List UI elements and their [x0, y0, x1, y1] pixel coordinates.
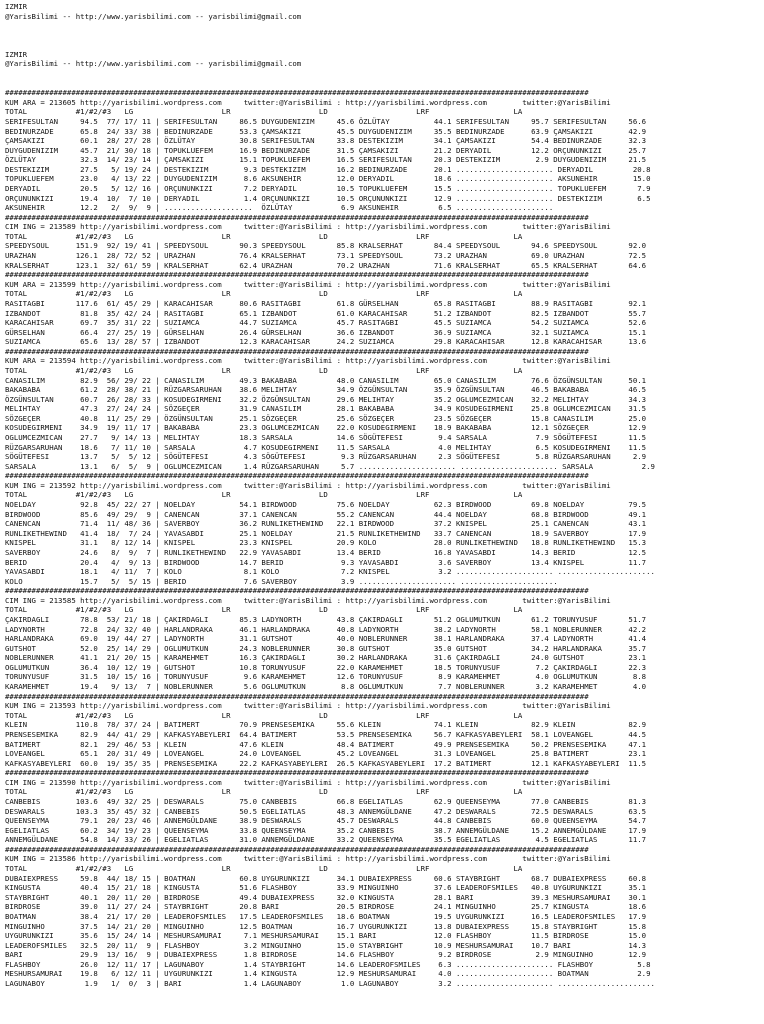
report-line: IZMIR	[5, 49, 28, 59]
report-line: KARACAHISAR 69.7 35/ 31/ 22 | SUZIAMCA 44.7 SUZIAMCA 45.7 RASITAGBI 45.5 SUZIAMCA 54.2 SUZIAMCA 52.6	[5, 318, 647, 328]
report-line: BERID 20.4 4/ 9/ 13 | BIRDWOOD 14.7 BERID 9.3 YAVASABDI 3.6 SAVERBOY 13.4 KNISPEL 11.7	[5, 557, 647, 567]
report-line: ÇAKIRDAGLI 78.8 53/ 21/ 18 | ÇAKIRDAGLI 85.3 LADYNORTH 43.8 ÇAKIRDAGLI 51.2 OGLUMUTKUN 61.2 TORUNYUSUF 51.7	[5, 615, 647, 624]
report-line: RASITAGBI 117.6 61/ 45/ 29 | KARACAHISAR 80.6 RASITAGBI 61.8 GÜRSELHAN 65.8 RASITAGBI 88.9 RASITAGBI 92.1	[5, 298, 647, 308]
report-line: PRENSESEMIKA 82.9 44/ 41/ 29 | KAFKASYABEYLERI 64.4 BATIMERT 53.5 PRENSESEMIKA 56.7 KAFKASYABEYLERI 58.1 LOVEANGEL 44.5	[5, 729, 647, 739]
report-line: ####################################################################################################################################	[5, 586, 589, 596]
report-line: SUZIAMCA 65.6 13/ 28/ 57 | IZBANDOT 12.3 KARACAHISAR 24.2 SUZIAMCA 29.8 KARACAHISAR 12.8 KARACAHISAR 13.6	[5, 337, 647, 347]
report-line	[5, 69, 655, 79]
report-line: ####################################################################################################################################	[5, 270, 589, 280]
report-line	[5, 40, 655, 50]
report-line: UYGURUNKIZI 35.6 15/ 24/ 14 | MESHURSAMURAI 7.1 MESHURSAMURAI 15.1 BARI 12.0 FLASHBOY 11.5 BIRDROSE 15.0	[5, 931, 647, 941]
report-line: TOTAL #1/#2/#3 LG LR LD LRF LA	[5, 107, 523, 117]
report-line: KOSUDEGIRMENI 34.9 19/ 11/ 17 | BAKABABA 23.3 OGLUMCEZMICAN 22.0 KOSUDEGIRMENI 18.9 BAKABABA 12.1 SÖZGEÇER 12.9	[5, 423, 647, 433]
report-line: MELIHTAY 47.3 27/ 24/ 24 | SÖZGEÇER 31.9 CANASILIM 28.1 BAKABABA 34.9 KOSUDEGIRMENI 25.8 OGLUMCEZMICAN 31.5	[5, 404, 647, 414]
report-line: QUEENSEYMA 79.1 20/ 23/ 46 | ANNEMGÜLDANE 38.9 DESWARALS 45.7 DESWARALS 44.8 CANBEBIS 60.0 QUEENSEYMA 54.7	[5, 816, 647, 826]
report-line: DERYADIL 20.5 5/ 12/ 16 | ORÇUNUNKIZI 7.2 DERYADIL 10.5 TOPUKLUEFEM 15.5 ...................... TOPUKLUEFEM 7.9	[5, 183, 651, 193]
report-line: SAVERBOY 24.6 8/ 9/ 7 | RUNLIKETHEWIND 22.9 YAVASABDI 13.4 BERID 16.8 YAVASABDI 14.3 BERID 12.5	[5, 547, 647, 557]
report-line: CIM ING = 213589 http://yarisbilimi.wordpress.com twitter:@YarisBilimi : http://yarisbilimi.wordpress.com twitter:@YarisBilimi	[5, 222, 611, 232]
report-line: ####################################################################################################################################	[5, 768, 589, 778]
report-line: CANENCAN 71.4 11/ 48/ 36 | SAVERBOY 36.2 RUNLIKETHEWIND 22.1 BIRDWOOD 37.2 KNISPEL 25.1 CANENCAN 43.1	[5, 519, 647, 529]
report-line: HARLANDRAKA 69.0 19/ 44/ 27 | LADYNORTH 31.1 GUTSHOT 40.0 NOBLERUNNER 38.1 HARLANDRAKA 37.4 LADYNORTH 41.4	[5, 634, 647, 644]
report-line: TOTAL #1/#2/#3 LG LR LD LRF LA	[5, 365, 523, 375]
report-line: KUM ARA = 213599 http://yarisbilimi.wordpress.com twitter:@YarisBilimi : http://yarisbilimi.wordpress.com twitter:@YarisBilimi	[5, 279, 611, 289]
report-line: BAKABABA 61.2 28/ 38/ 21 | RÜZGARSARUHAN 38.6 MELIHTAY 34.9 ÖZGÜNSULTAN 35.9 ÖZGÜNSULTAN 46.5 BAKABABA 46.5	[5, 385, 647, 395]
report-document	[5, 2, 655, 989]
report-line: TOTAL #1/#2/#3 LG LR LD LRF LA	[5, 864, 523, 874]
report-line: KUM ARA = 213594 http://yarisbilimi.wordpress.com twitter:@YarisBilimi : http://yarisbilimi.wordpress.com twitter:@YarisBilimi	[5, 356, 611, 366]
report-line: FLASHBOY 26.0 12/ 11/ 17 | LAGUNABOY 1.4 STAYBRIGHT 14.6 LEADEROFSMILES 6.3 ...................... FLASHBOY 5.8	[5, 959, 651, 969]
report-line: URAZHAN 126.1 28/ 72/ 52 | URAZHAN 76.4 KRALSERHAT 73.1 SPEEDYSOUL 73.2 URAZHAN 69.0 URAZHAN 72.5	[5, 251, 647, 261]
report-line: KUM ING = 213586 http://yarisbilimi.wordpress.com twitter:@YarisBilimi : http://yarisbilimi.wordpress.com twitter:@YarisBilimi	[5, 854, 611, 864]
report-line: @YarisBilimi -- http://www.yarisbilimi.com -- yarisbilimi@gmail.com	[5, 11, 302, 21]
report-line: ####################################################################################################################################	[5, 88, 589, 98]
report-line	[5, 31, 655, 41]
report-line: KUM ING = 213593 http://yarisbilimi.wordpress.com twitter:@YarisBilimi : http://yarisbilimi.wordpress.com twitter:@YarisBilimi	[5, 701, 611, 711]
report-line: STAYBRIGHT 40.1 20/ 11/ 20 | BIRDROSE 49.4 DUBAIEXPRESS 32.0 KINGUSTA 28.1 BARI 39.3 MESHURSAMURAI 30.1	[5, 892, 647, 902]
report-line: CIM ING = 213590 http://yarisbilimi.wordpress.com twitter:@YarisBilimi : http://yarisbilimi.wordpress.com twitter:@YarisBilimi	[5, 777, 611, 787]
report-line: GÜRSELHAN 66.4 27/ 25/ 19 | GÜRSELHAN 26.4 GÜRSELHAN 36.6 IZBANDOT 36.9 SUZIAMCA 32.1 SUZIAMCA 15.1	[5, 327, 647, 337]
report-line: ANNEMGÜLDANE 54.8 14/ 33/ 26 | EGELIATLAS 31.0 ANNEMGÜLDANE 33.2 QUEENSEYMA 35.5 EGELIATLAS 4.5 EGELIATLAS 11.7	[5, 835, 647, 845]
report-line: KINGUSTA 40.4 15/ 21/ 18 | KINGUSTA 51.6 FLASHBOY 33.9 MINGUINHO 37.6 LEADEROFSMILES 40.8 UYGURUNKIZI 35.1	[5, 883, 647, 893]
report-line: ÇAMSAKIZI 60.1 28/ 27/ 28 | ÖZLÜTAY 30.8 SERIFESULTAN 33.8 DESTEKIZIM 34.1 ÇAMSAKIZI 54.4 BEDINURZADE 32.3	[5, 136, 647, 146]
report-line: TOTAL #1/#2/#3 LG LR LD LRF LA	[5, 490, 523, 500]
report-line: KAFKASYABEYLERI 60.0 19/ 35/ 35 | PRENSESEMIKA 22.2 KAFKASYABEYLERI 26.5 KAFKASYABEYLERI 17.2 BATIMERT 12.1 KAFKASYABEYLERI 11.5	[5, 758, 647, 768]
report-line	[5, 79, 655, 89]
report-line: KRALSERHAT 123.1 32/ 61/ 59 | KRALSERHAT 62.4 URAZHAN 70.2 URAZHAN 71.6 KRALSERHAT 65.5 KRALSERHAT 64.6	[5, 260, 647, 270]
report-line: CANBEBIS 103.6 49/ 32/ 25 | DESWARALS 75.0 CANBEBIS 66.8 EGELIATLAS 62.9 QUEENSEYMA 77.0 CANBEBIS 81.3	[5, 796, 647, 806]
report-line: ####################################################################################################################################	[5, 691, 589, 701]
report-line: BOATMAN 38.4 21/ 17/ 20 | LEADEROFSMILES 17.5 LEADEROFSMILES 18.6 BOATMAN 19.5 UYGURUNKIZI 16.5 LEADEROFSMILES 17.9	[5, 911, 647, 921]
report-line: CANASILIM 82.9 56/ 29/ 22 | CANASILIM 49.3 BAKABABA 48.0 CANASILIM 65.0 CANASILIM 76.6 ÖZGÜNSULTAN 50.1	[5, 375, 647, 385]
report-line: BIRDROSE 39.0 11/ 27/ 24 | STAYBRIGHT 20.8 BARI 20.5 BIRDROSE 24.1 MINGUINHO 25.7 KINGUSTA 18.6	[5, 902, 647, 912]
report-line: DUYGUDENIZIM 45.7 21/ 30/ 18 | TOPUKLUEFEM 16.9 BEDINURZADE 31.5 ÇAMSAKIZI 21.2 DERYADIL 12.2 ORÇUNUNKIZI 25.7	[5, 145, 647, 155]
report-line: TOTAL #1/#2/#3 LG LR LD LRF LA	[5, 710, 523, 720]
report-line: OGLUMCEZMICAN 27.7 9/ 14/ 13 | MELIHTAY 18.3 SARSALA 14.6 SÖGÜTEFESI 9.4 SARSALA 7.9 SÖGÜTEFESI 11.5	[5, 433, 647, 443]
report-line: ÖZLÜTAY 32.3 14/ 23/ 14 | ÇAMSAKIZI 15.1 TOPUKLUEFEM 16.5 SERIFESULTAN 20.3 DESTEKIZIM 2.9 DUYGUDENIZIM 21.5	[5, 155, 647, 165]
report-line: ORÇUNUNKIZI 19.4 10/ 7/ 10 | DERYADIL 1.4 ORÇUNUNKIZI 10.5 ORÇUNUNKIZI 12.9 ...................... DESTEKIZIM 6.5	[5, 193, 651, 203]
report-line: LOVEANGEL 65.1 20/ 31/ 49 | LOVEANGEL 24.0 LOVEANGEL 45.2 LOVEANGEL 31.3 LOVEANGEL 25.8 BATIMERT 23.1	[5, 749, 647, 759]
report-line: KOLO 15.7 5/ 5/ 15 | BERID 7.6 SAVERBOY 3.9 ...................... ......................	[5, 576, 558, 586]
report-line: LEADEROFSMILES 32.5 20/ 11/ 9 | FLASHBOY 3.2 MINGUINHO 15.0 STAYBRIGHT 10.9 MESHURSAMURAI 10.7 BARI 14.3	[5, 940, 647, 950]
report-line: DESTEKIZIM 27.5 5/ 19/ 24 | DESTEKIZIM 9.3 DESTEKIZIM 16.2 BEDINURZADE 20.1 ...................... DERYADIL 20.8	[5, 164, 651, 174]
report-line	[5, 21, 655, 31]
report-line: TORUNYUSUF 31.5 10/ 15/ 16 | TORUNYUSUF 9.6 KARAMEHMET 12.6 TORUNYUSUF 8.9 KARAMEHMET 4.0 OGLUMUTKUN 8.8	[5, 672, 647, 682]
report-line: KLEIN 110.8 78/ 37/ 24 | BATIMERT 70.9 PRENSESEMIKA 55.6 KLEIN 74.1 KLEIN 82.9 KLEIN 82.9	[5, 720, 647, 730]
report-line: MINGUINHO 37.5 14/ 21/ 20 | MINGUINHO 12.5 BOATMAN 16.7 UYGURUNKIZI 13.8 DUBAIEXPRESS 15.8 STAYBRIGHT 15.8	[5, 921, 647, 931]
report-line: ÖZGÜNSULTAN 60.7 26/ 28/ 33 | KOSUDEGIRMENI 32.2 ÖZGÜNSULTAN 29.6 MELIHTAY 35.2 OGLUMCEZMICAN 32.2 MELIHTAY 34.3	[5, 394, 647, 404]
report-line: BIRDWOOD 85.6 49/ 29/ 9 | CANENCAN 37.1 CANENCAN 55.2 CANENCAN 44.4 NOELDAY 68.8 BIRDWOOD 49.1	[5, 509, 647, 519]
report-line: TOPUKLUEFEM 23.0 4/ 13/ 22 | DUYGUDENIZIM 8.6 AKSUNEHIR 12.0 DERYADIL 18.6 ...................... AKSUNEHIR 15.0	[5, 174, 651, 184]
report-line: MESHURSAMURAI 19.8 6/ 12/ 11 | UYGURUNKIZI 1.4 KINGUSTA 12.9 MESHURSAMURAI 4.0 ...................... BOATMAN 2.9	[5, 969, 651, 979]
report-line: TOTAL #1/#2/#3 LG LR LD LRF LA	[5, 787, 523, 797]
report-line: RÜZGARSARUHAN 18.6 7/ 11/ 10 | SARSALA 4.7 KOSUDEGIRMENI 11.5 SARSALA 4.0 MELIHTAY 6.5 KOSUDEGIRMENI 11.5	[5, 442, 647, 452]
report-line: SÖGÜTEFESI 13.7 5/ 5/ 12 | SÖGÜTEFESI 4.3 SÖGÜTEFESI 9.3 RÜZGARSARUHAN 2.3 SÖGÜTEFESI 5.8 RÜZGARSARUHAN 2.9	[5, 452, 647, 462]
report-line: CIM ING = 213585 http://yarisbilimi.wordpress.com twitter:@YarisBilimi : http://yarisbilimi.wordpress.com twitter:@YarisBilimi	[5, 595, 611, 605]
report-line: YAVASABDI 18.1 4/ 11/ 7 | KOLO 8.1 KOLO 7.2 KNISPEL 3.2 ...................... ......................	[5, 567, 655, 577]
report-line: TOTAL #1/#2/#3 LG LR LD LRF LA	[5, 231, 523, 241]
report-line: ####################################################################################################################################	[5, 346, 589, 356]
report-line: GUTSHOT 52.0 25/ 14/ 29 | OGLUMUTKUN 24.3 NOBLERUNNER 30.8 GUTSHOT 35.0 GUTSHOT 34.2 HARLANDRAKA 35.7	[5, 643, 647, 653]
report-line: BATIMERT 82.1 29/ 46/ 53 | KLEIN 47.6 KLEIN 48.4 BATIMERT 49.9 PRENSESEMIKA 50.2 PRENSESEMIKA 47.1	[5, 739, 647, 749]
report-line: RUNLIKETHEWIND 41.4 18/ 7/ 24 | YAVASABDI 25.1 NOELDAY 21.5 RUNLIKETHEWIND 33.7 CANENCAN 18.9 SAVERBOY 17.9	[5, 528, 647, 538]
report-line: KNISPEL 31.1 8/ 12/ 14 | KNISPEL 23.3 KNISPEL 20.9 KOLO 28.0 RUNLIKETHEWIND 18.8 RUNLIKETHEWIND 15.3	[5, 538, 647, 548]
report-line: NOBLERUNNER 41.1 21/ 20/ 15 | KARAMEHMET 16.3 ÇAKIRDAGLI 30.2 HARLANDRAKA 31.6 ÇAKIRDAGLI 24.0 GUTSHOT 23.1	[5, 653, 647, 663]
report-line: SPEEDYSOUL 151.9 92/ 19/ 41 | SPEEDYSOUL 90.3 SPEEDYSOUL 85.8 KRALSERHAT 84.4 SPEEDYSOUL 94.6 SPEEDYSOUL 92.0	[5, 241, 647, 251]
report-line: SERIFESULTAN 94.5 77/ 17/ 11 | SERIFESULTAN 86.5 DUYGUDENIZIM 45.6 ÖZLÜTAY 44.1 SERIFESULTAN 95.7 SERIFESULTAN 56.6	[5, 116, 647, 126]
report-line: BEDINURZADE 65.8 24/ 33/ 38 | BEDINURZADE 53.3 ÇAMSAKIZI 45.5 DUYGUDENIZIM 35.5 BEDINURZADE 63.9 ÇAMSAKIZI 42.9	[5, 126, 647, 136]
report-line: BARI 29.9 13/ 16/ 9 | DUBAIEXPRESS 1.8 BIRDROSE 14.6 FLASHBOY 9.2 BIRDROSE 2.9 MINGUINHO 12.9	[5, 950, 647, 960]
report-line: ####################################################################################################################################	[5, 844, 589, 854]
report-line: IZBANDOT 81.8 35/ 42/ 24 | RASITAGBI 65.1 IZBANDOT 61.0 KARACAHISAR 51.2 IZBANDOT 82.5 IZBANDOT 55.7	[5, 308, 647, 318]
report-line: SÖZGEÇER 40.8 11/ 25/ 29 | ÖZGÜNSULTAN 25.1 SÖZGEÇER 25.6 SÖZGEÇER 23.5 SÖZGEÇER 15.8 CANASILIM 25.0	[5, 413, 647, 423]
report-line: DESWARALS 103.3 35/ 45/ 32 | CANBEBIS 50.5 EGELIATLAS 48.3 ANNEMGÜLDANE 47.2 DESWARALS 72.5 DESWARALS 63.5	[5, 806, 647, 816]
report-line: TOTAL #1/#2/#3 LG LR LD LRF LA	[5, 289, 523, 299]
report-line: IZMIR	[5, 2, 28, 11]
report-line: SARSALA 13.1 6/ 5/ 9 | OGLUMCEZMICAN 1.4 RÜZGARSARUHAN 5.7 ...................... ...................... SARSALA 2.9	[5, 461, 655, 471]
report-line: OGLUMUTKUN 36.4 10/ 12/ 19 | GUTSHOT 10.8 TORUNYUSUF 22.0 KARAMEHMET 18.5 TORUNYUSUF 7.2 ÇAKIRDAGLI 22.3	[5, 662, 647, 672]
report-line: NOELDAY 92.8 45/ 22/ 27 | NOELDAY 54.1 BIRDWOOD 75.6 NOELDAY 62.3 BIRDWOOD 69.8 NOELDAY 79.5	[5, 500, 647, 510]
report-line: ####################################################################################################################################	[5, 212, 589, 222]
report-line: KARAMEHMET 19.4 9/ 13/ 7 | NOBLERUNNER 5.6 OGLUMUTKUN 8.8 OGLUMUTKUN 7.7 NOBLERUNNER 3.2 KARAMEHMET 4.0	[5, 682, 647, 692]
report-line: TOTAL #1/#2/#3 LG LR LD LRF LA	[5, 605, 523, 615]
report-line: @YarisBilimi -- http://www.yarisbilimi.com -- yarisbilimi@gmail.com	[5, 59, 302, 69]
report-line: ####################################################################################################################################	[5, 471, 589, 481]
report-line: LADYNORTH 72.8 24/ 32/ 40 | HARLANDRAKA 46.1 HARLANDRAKA 40.8 LADYNORTH 38.2 LADYNORTH 58.1 NOBLERUNNER 42.2	[5, 624, 647, 634]
report-line: LAGUNABOY 1.9 1/ 0/ 3 | BARI 1.4 LAGUNABOY 1.0 LAGUNABOY 3.2 ...................... ......................	[5, 978, 655, 988]
report-line: DUBAIEXPRESS 59.8 44/ 18/ 15 | BOATMAN 60.8 UYGURUNKIZI 34.1 DUBAIEXPRESS 60.6 STAYBRIGHT 68.7 DUBAIEXPRESS 60.8	[5, 873, 647, 883]
report-line: EGELIATLAS 60.2 34/ 19/ 23 | QUEENSEYMA 33.8 QUEENSEYMA 35.2 CANBEBIS 38.7 ANNEMGÜLDANE 15.2 ANNEMGÜLDANE 17.9	[5, 825, 647, 835]
report-line: KUM ARA = 213605 http://yarisbilimi.wordpress.com twitter:@YarisBilimi : http://yarisbilimi.wordpress.com twitter:@YarisBilimi	[5, 97, 611, 107]
report-line: AKSUNEHIR 12.2 2/ 9/ 9 | .................... ÖZLÜTAY 6.9 AKSUNEHIR 6.5 ......................	[5, 203, 554, 213]
report-line: KUM ING = 213592 http://yarisbilimi.wordpress.com twitter:@YarisBilimi : http://yarisbilimi.wordpress.com twitter:@YarisBilimi	[5, 480, 611, 490]
